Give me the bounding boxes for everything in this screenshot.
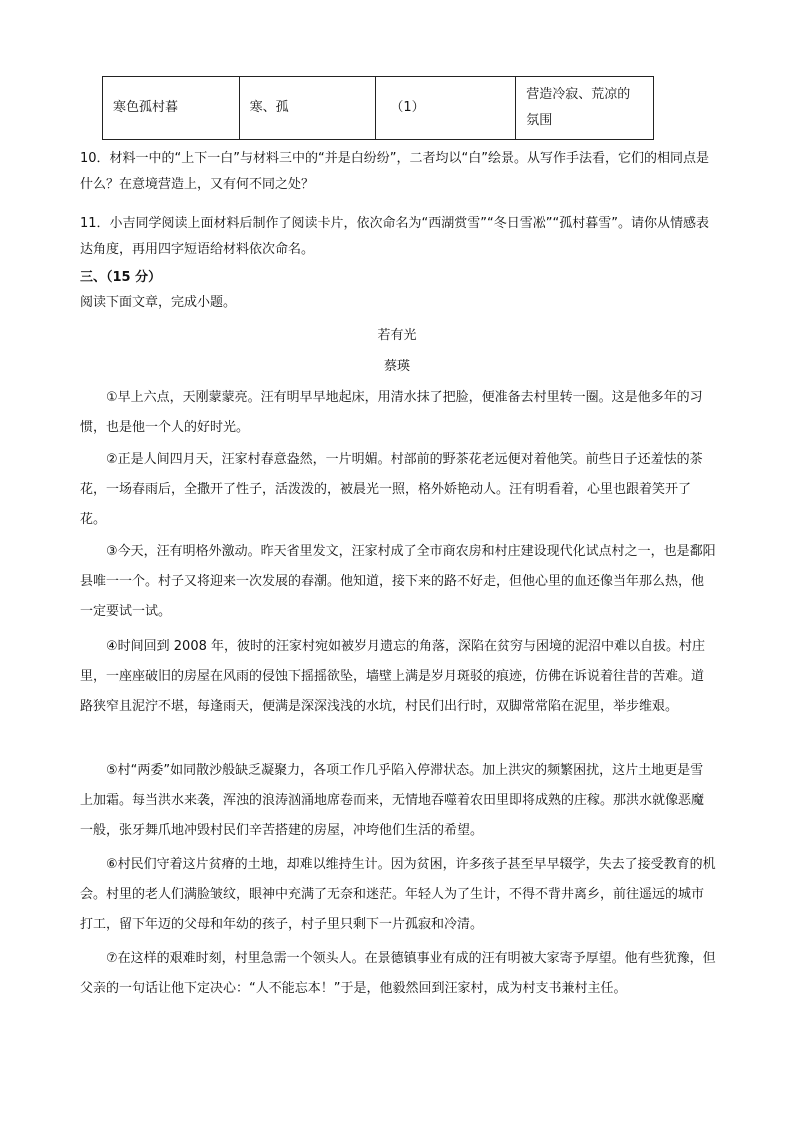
article-paragraph: ②正是人间四月天，汪家村春意盎然，一片明媚。村部前的野茶花老远便对着他笑。前些日子还羞怯的茶花，一场春雨后，全撒开了性子，活泼泼的，被晨光一照，格外娇艳动人。汪有明看着，心里也跟着笑开了花。 <box>80 452 703 527</box>
article-title: 若有光 <box>377 328 417 343</box>
table-cell: 营造冷寂、荒凉的氛围 <box>516 77 654 140</box>
table-cell: 寒色孤村暮 <box>103 77 240 140</box>
article-author: 蔡瑛 <box>383 359 410 374</box>
section-instruction: 阅读下面文章，完成小题。 <box>80 295 237 310</box>
article-paragraph: ⑥村民们守着这片贫瘠的土地，却难以维持生计。因为贫困，许多孩子甚至早早辍学，失去了接受教育的机会。村里的老人们满脸皱纹，眼神中充满了无奈和迷茫。年轻人为了生计，不得不背井离乡，前往遥远的城市打工，留下年迈的父母和年幼的孩子，村子里只剩下一片孤寂和冷清。 <box>80 857 716 932</box>
article-paragraph: ④时间回到 2008 年，彼时的汪家村宛如被岁月遗忘的角落，深陷在贫穷与困境的泥沼中难以自拔。村庄里，一座座破旧的房屋在风雨的侵蚀下摇摇欲坠，墙壁上满是岁月斑驳的痕迹，仿佛在诉说着往昔的苦难。道路狭窄且泥泞不堪，每逢雨天，便满是深深浅浅的水坑，村民们出行时，双脚常常陷在泥里，举步维艰。 <box>80 639 706 714</box>
question-11: 11．小吉同学阅读上面材料后制作了阅读卡片，依次命名为“西湖赏雪”“冬日雪凇”“孤村暮雪”。请你从情感表达角度，再用四字短语给材料依次命名。 <box>80 216 709 257</box>
article-paragraph: ⑦在这样的艰难时刻，村里急需一个领头人。在景德镇事业有成的汪有明被大家寄予厚望。他有些犹豫，但父亲的一句话让他下定决心：“人不能忘本！”于是，他毅然回到汪家村，成为村支书兼村主任。 <box>80 951 716 996</box>
article-paragraph: ⑤村“两委”如同散沙般缺乏凝聚力，各项工作几乎陷入停滞状态。加上洪灾的频繁困扰，这片土地更是雪上加霜。每当洪水来袭，浑浊的浪涛汹涌地席卷而来，无情地吞噬着农田里即将成熟的庄稼。那洪水就像恶魔一般，张牙舞爪地冲毁村民们辛苦搭建的房屋，冲垮他们生活的希望。 <box>80 763 705 838</box>
table-cell: 寒、孤 <box>239 77 376 140</box>
section-heading: 三、（15 分） <box>80 270 162 285</box>
question-10: 10．材料一中的“上下一白”与材料三中的“并是白纷纷”，二者均以“白”绘景。从写作手法看，它们的相同点是什么？在意境营造上，又有何不同之处？ <box>80 151 709 192</box>
answer-table <box>102 76 654 140</box>
article-paragraph: ①早上六点，天刚蒙蒙亮。汪有明早早地起床，用清水抹了把脸，便准备去村里转一圈。这是他多年的习惯，也是他一个人的好时光。 <box>80 390 703 435</box>
table-cell: （1） <box>376 77 516 140</box>
table-row <box>103 77 654 140</box>
article-paragraph: ③今天，汪有明格外激动。昨天省里发文，汪家村成了全市商农房和村庄建设现代化试点村之一，也是鄱阳县唯一一个。村子又将迎来一次发展的春潮。他知道，接下来的路不好走，但他心里的血还像当年那么热，他一定要试一试。 <box>80 544 716 619</box>
